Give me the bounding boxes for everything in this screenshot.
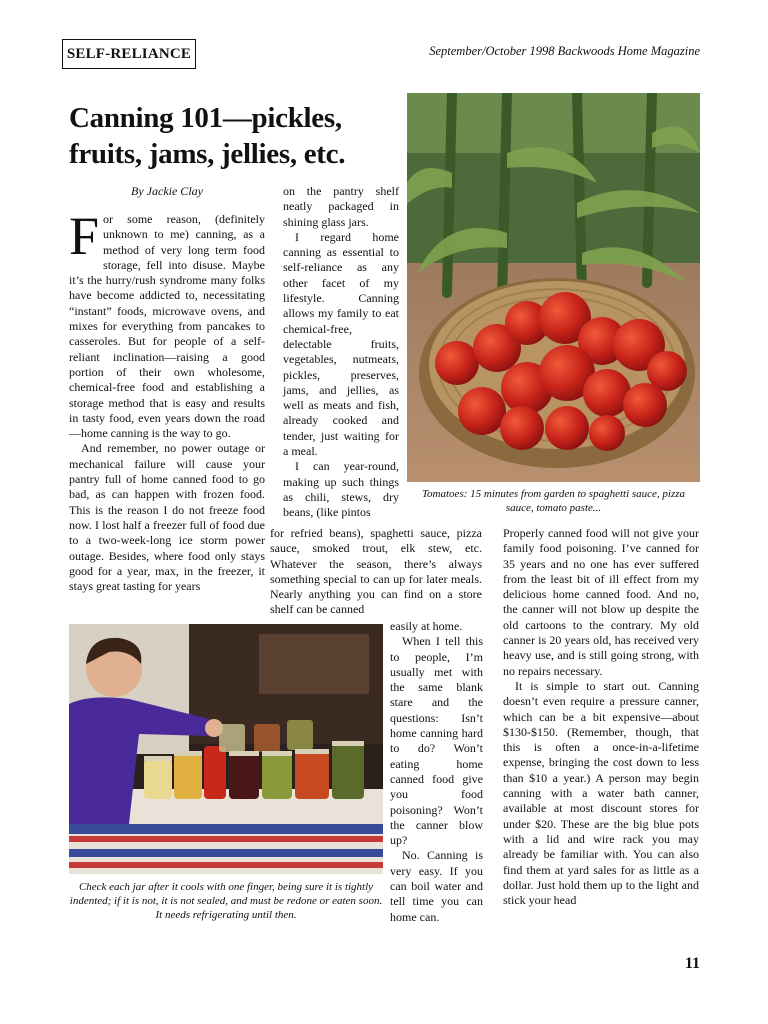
drop-cap: F <box>69 206 100 266</box>
paragraph: For some reason, (definitely unknown to me) canning, as a method of very long term food storage, fell into disuse. Maybe it’s the hurry/rush syndrome many folks have become addicted to, necessitating “instant” foods, microwave ovens, and mixes for everything from pancakes to casseroles. But for people of a self-reliant inclination—raising a good portion of their own wholesome, chemical-free food and establishing a storage method that is easy and results in tasty food, even years down the road—home canning is the way to go. <box>69 206 265 441</box>
paragraph: It is simple to start out. Canning doesn’t even require a pressure canner, which can be a bit expensive—about $130-$150. (Remember, though, that this is often a once-in-a-lifetime expense, bringing the cost down to less than $10 a year.) A person may begin canning with a water bath canner, available at most discount stores for under $20. These are the big blue pots with a lid and wire rack you may already be familiar with. You can also find them at yard sales for as little as a dollar. Just hold them up to the light and stick your head <box>503 678 699 908</box>
paragraph: I regard home canning as essential to self-reliance as any other facet of my lifestyle. Canning allows my family to eat chemical-free, delectable fruits, vegetables, nutmeats, pickles, preserves, jams, and jellies, as well as meats and fish, already cooked and tender, just waiting for a meal. <box>283 229 399 459</box>
paragraph: easily at home. <box>390 619 463 633</box>
photo-caption-top: Tomatoes: 15 minutes from garden to spaghetti sauce, pizza sauce, tomato paste... <box>421 488 686 514</box>
canning-jars-photo <box>69 624 383 874</box>
column-3 <box>503 526 699 908</box>
paragraph: When I tell this to people, I’m usually met with the same blank stare and the questions: Isn’t home canning hard to do? Won’t eating home canned food give you food poisoning? Won’t the canner blow up? <box>390 634 483 848</box>
column-1 <box>69 206 265 594</box>
tomato-basket-photo <box>407 93 700 482</box>
paragraph: I can year-round, making up such things as chili, stews, dry beans, (like pintos <box>283 459 399 520</box>
section-label: SELF-RELIANCE <box>62 39 196 69</box>
page-number: 11 <box>684 955 700 972</box>
photo-caption-bottom: Check each jar after it cools with one finger, being sure it is tightly indented; if it is not, it is not sealed, and must be redone or eaten soon. It needs refrigerating until then. <box>69 881 383 921</box>
article-title: Canning 101—pickles, fruits, jams, jellies, etc. <box>69 102 346 170</box>
column-2-top <box>283 184 399 521</box>
byline: By Jackie Clay <box>131 184 203 198</box>
paragraph: No. Canning is very easy. If you can boil water and tell time you can home can. <box>390 848 483 924</box>
paragraph: Properly canned food will not give your family food poisoning. I’ve canned for 35 years and no one has ever suffered from the least bit of ill effect from my delicious home canned food. And no, the canner will not blow up despite the old cartoons to the contrary. My old canner is 20 years old, has received very heavy use, and is still going strong, with no repairs necessary. <box>503 526 699 678</box>
paragraph: And remember, no power outage or mechanical failure will cause your pantry full of home canned food to go bad, as can happen with frozen food. This is the reason I do not freeze food now. I lost half a freezer full of food due to a two-week-long ice storm power outage. Besides, where food only stays good for a year, max, in the freezer, it stays great tasting for years <box>69 441 265 594</box>
column-2-narrow <box>390 619 483 925</box>
column-2-bottom <box>270 526 482 618</box>
issue-line: September/October 1998 Backwoods Home Magazine <box>429 44 700 58</box>
paragraph: for refried beans), spaghetti sauce, pizza sauce, smoked trout, elk stew, etc. Whatever the season, there’s always something special to can up for later meals. Nearly anything you can find on a store shelf can be canned <box>270 526 482 617</box>
paragraph: on the pantry shelf neatly packaged in shining glass jars. <box>283 184 399 229</box>
